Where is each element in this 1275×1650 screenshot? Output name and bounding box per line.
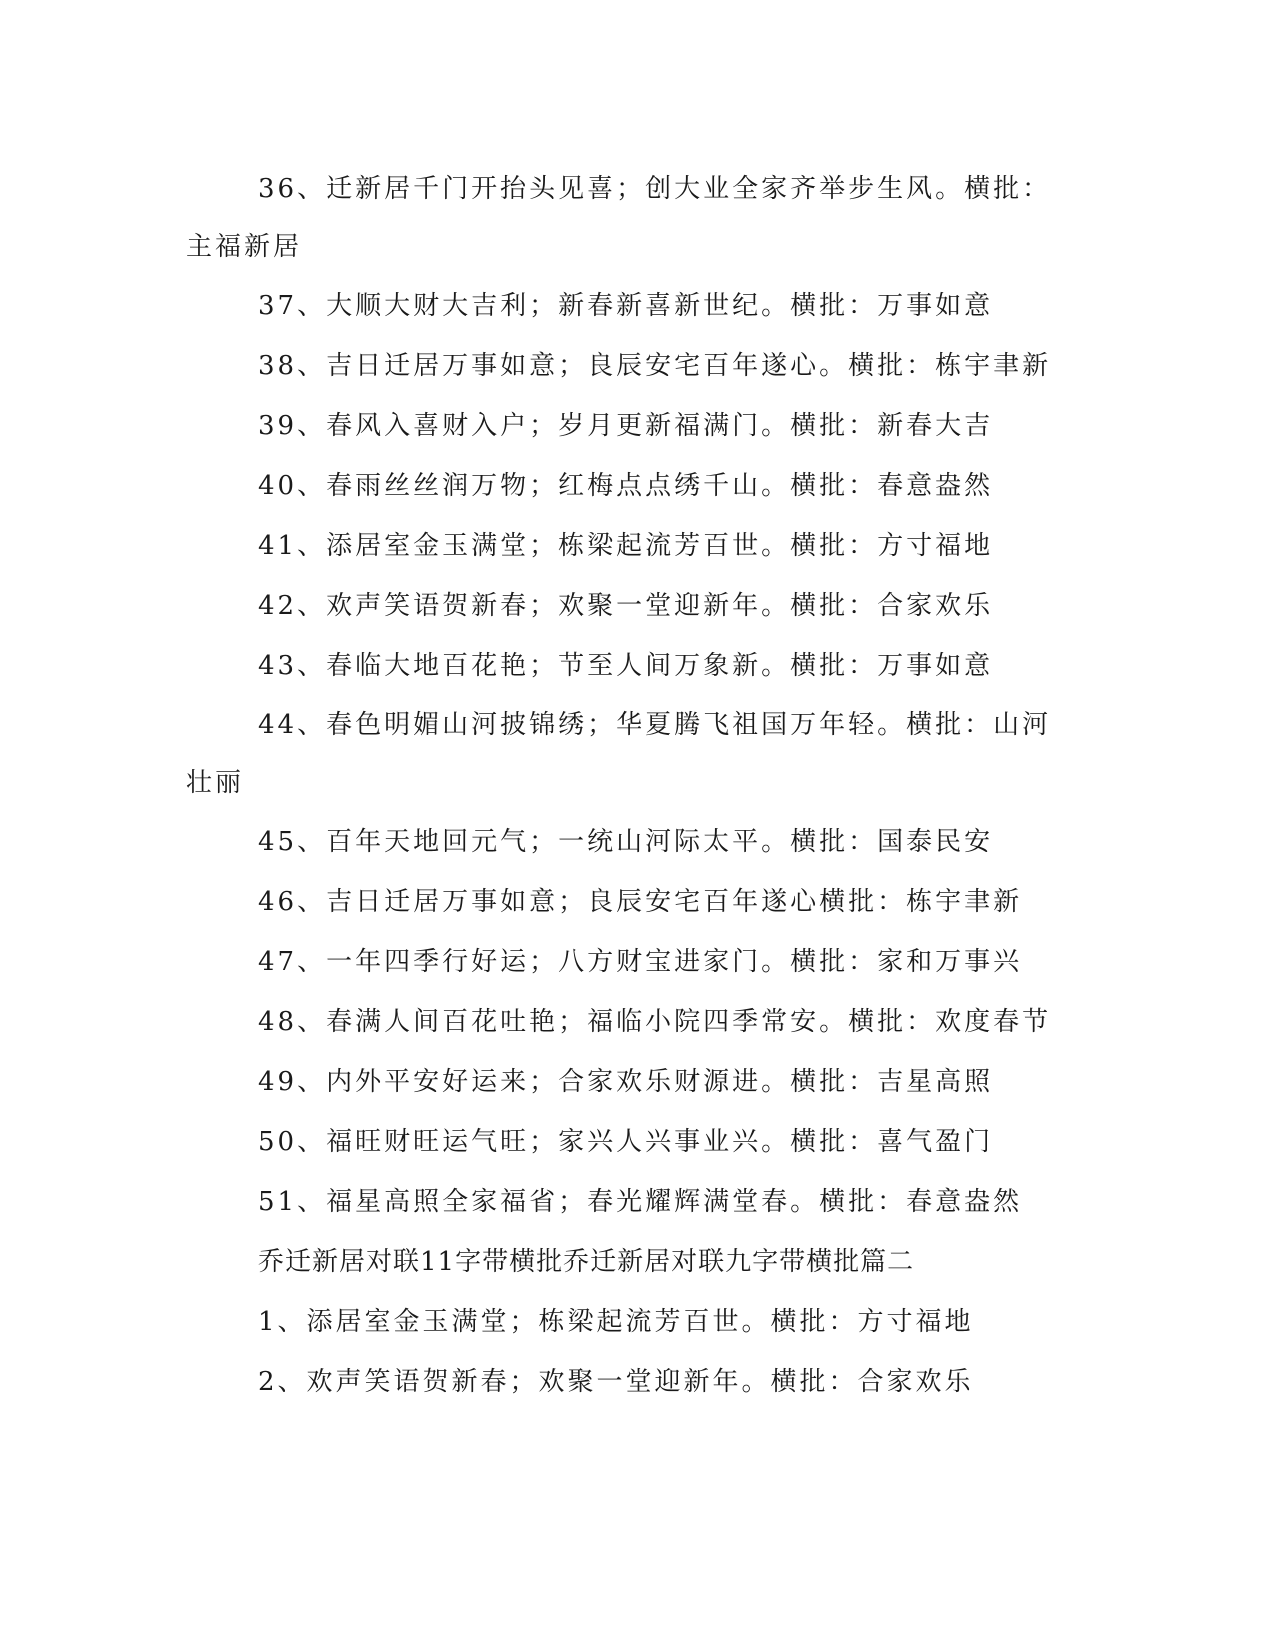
couplet-item-44: 44、春色明媚山河披锦绣；华夏腾飞祖国万年轻。横批：山河壮丽: [186, 710, 1052, 798]
section-heading: 乔迁新居对联11字带横批乔迁新居对联九字带横批篇二: [258, 1247, 915, 1277]
couplet-item-48: 48、春满人间百花吐艳；福临小院四季常安。横批：欢度春节: [258, 1007, 1052, 1037]
couplet-item-39: 39、春风入喜财入户；岁月更新福满门。横批：新春大吉: [258, 411, 994, 441]
couplet-item-42: 42、欢声笑语贺新春；欢聚一堂迎新年。横批：合家欢乐: [258, 591, 994, 621]
couplet-item-38: 38、吉日迁居万事如意；良辰安宅百年遂心。横批：栋宇聿新: [258, 351, 1052, 381]
couplet-item-50: 50、福旺财旺运气旺；家兴人兴事业兴。横批：喜气盈门: [258, 1127, 994, 1157]
couplet-item-51: 51、福星高照全家福省；春光耀辉满堂春。横批：春意盎然: [258, 1187, 1023, 1217]
couplet-item-49: 49、内外平安好运来；合家欢乐财源进。横批：吉星高照: [258, 1067, 994, 1097]
couplet-item-2: 2、欢声笑语贺新春；欢聚一堂迎新年。横批：合家欢乐: [258, 1367, 974, 1397]
couplet-item-43: 43、春临大地百花艳；节至人间万象新。横批：万事如意: [258, 651, 994, 681]
document-body: [186, 160, 1066, 1412]
couplet-item-1: 1、添居室金玉满堂；栋梁起流芳百世。横批：方寸福地: [258, 1307, 974, 1337]
couplet-item-41: 41、添居室金玉满堂；栋梁起流芳百世。横批：方寸福地: [258, 531, 994, 561]
couplet-item-46: 46、吉日迁居万事如意；良辰安宅百年遂心横批：栋宇聿新: [258, 887, 1023, 917]
couplet-item-47: 47、一年四季行好运；八方财宝进家门。横批：家和万事兴: [258, 947, 1023, 977]
couplet-item-36: 36、迁新居千门开抬头见喜；创大业全家齐举步生风。横批：主福新居: [186, 174, 1052, 262]
couplet-item-40: 40、春雨丝丝润万物；红梅点点绣千山。横批：春意盎然: [258, 471, 994, 501]
couplet-item-45: 45、百年天地回元气；一统山河际太平。横批：国泰民安: [258, 827, 994, 857]
couplet-item-37: 37、大顺大财大吉利；新春新喜新世纪。横批：万事如意: [258, 291, 994, 321]
